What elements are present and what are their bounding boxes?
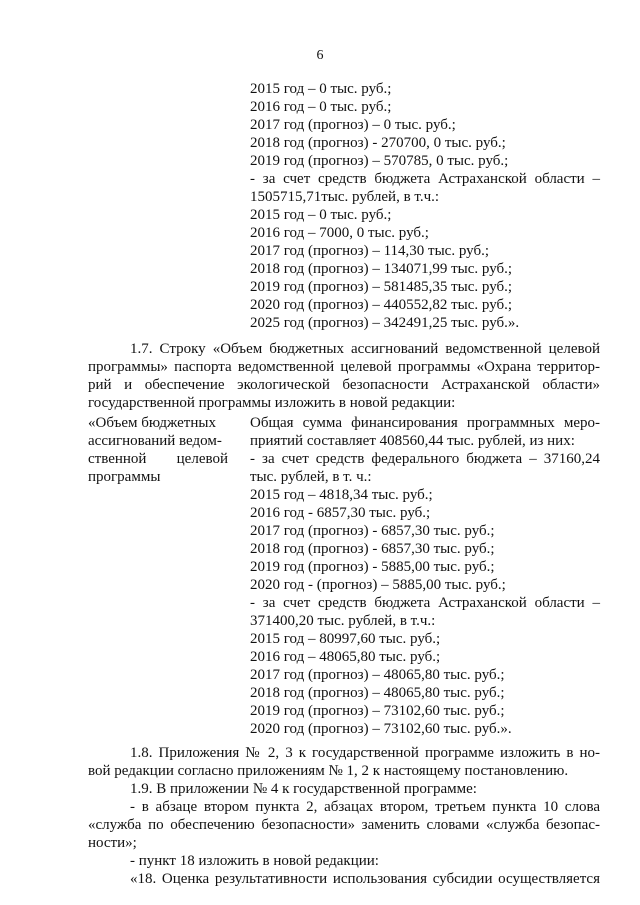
text-line: «служба по обеспечению безопасности» заменить словами «служба безопас- [88,817,600,833]
text-line: программы» паспорта ведомственной целевой программы «Охрана территор- [88,359,600,375]
text-line: государственной программы изложить в новой редакции: [88,395,456,411]
text-line: 2019 год (прогноз) - 5885,00 тыс. руб.; [250,559,495,575]
text-line: 2018 год (прогноз) - 270700, 0 тыс. руб.; [250,135,506,151]
text-line: ассигнований ведом- [88,433,222,449]
text-line: 2017 год (прогноз) - 6857,30 тыс. руб.; [250,523,495,539]
text-line: 2017 год (прогноз) – 48065,80 тыс. руб.; [250,667,505,683]
text-line: 2017 год (прогноз) – 0 тыс. руб.; [250,117,456,133]
text-line: ственной целевой [88,451,228,467]
text-line: 371400,20 тыс. рублей, в т.ч.: [250,613,436,629]
text-line: 2020 год (прогноз) – 73102,60 тыс. руб.». [250,721,512,737]
text-line: - за счет средств федерального бюджета – 37160,24 [250,451,600,467]
text-line: 2017 год (прогноз) – 114,30 тыс. руб.; [250,243,489,259]
text-line: 2015 год – 80997,60 тыс. руб.; [250,631,441,647]
text-line: 2019 год (прогноз) – 73102,60 тыс. руб.; [250,703,505,719]
page-number: 6 [316,48,324,63]
text-line: рий и обеспечение экологической безопасности Астраханской области» [88,377,600,393]
text-line: 2016 год – 0 тыс. руб.; [250,99,392,115]
text-line: тыс. рублей, в т. ч.: [250,469,372,485]
text-line: - за счет средств бюджета Астраханской области – [250,171,600,187]
text-line: 2020 год (прогноз) – 440552,82 тыс. руб.; [250,297,513,313]
text-line: 2018 год (прогноз) – 134071,99 тыс. руб.; [250,261,513,277]
text-line: 2018 год (прогноз) – 48065,80 тыс. руб.; [250,685,505,701]
text-line: 2025 год (прогноз) – 342491,25 тыс. руб.». [250,315,520,331]
text-line: 2020 год - (прогноз) – 5885,00 тыс. руб.; [250,577,506,593]
text-line: 2016 год – 7000, 0 тыс. руб.; [250,225,429,241]
text-line: вой редакции согласно приложениям № 1, 2 к настоящему постановлению. [88,763,569,779]
text-line: 2019 год (прогноз) – 581485,35 тыс. руб.; [250,279,513,295]
text-line: 1.8. Приложения № 2, 3 к государственной программе изложить в но- [130,745,600,761]
text-line: приятий составляет 408560,44 тыс. рублей, из них: [250,433,575,449]
text-line: 2015 год – 0 тыс. руб.; [250,207,392,223]
text-line: 2016 год – 48065,80 тыс. руб.; [250,649,441,665]
text-line: ности»; [88,835,137,851]
text-line: «18. Оценка результативности использования субсидии осуществляется [130,871,600,887]
text-line: 2019 год (прогноз) – 570785, 0 тыс. руб.; [250,153,509,169]
text-line: - за счет средств бюджета Астраханской области – [250,595,600,611]
text-line: - в абзаце втором пункта 2, абзацах втором, третьем пункта 10 слова [130,799,600,815]
text-line: 1.9. В приложении № 4 к государственной программе: [130,781,477,797]
text-line: - пункт 18 изложить в новой редакции: [130,853,379,869]
text-line: 1.7. Строку «Объем бюджетных ассигнований ведомственной целевой [130,341,600,357]
text-line: 2016 год - 6857,30 тыс. руб.; [250,505,431,521]
text-line: «Объем бюджетных [88,415,216,431]
text-line: программы [88,469,161,485]
text-line: 1505715,71тыс. рублей, в т.ч.: [250,189,440,205]
text-line: 2018 год (прогноз) - 6857,30 тыс. руб.; [250,541,495,557]
text-line: 2015 год – 4818,34 тыс. руб.; [250,487,433,503]
text-line: Общая сумма финансирования программных меро- [250,415,600,431]
text-line: 2015 год – 0 тыс. руб.; [250,81,392,97]
